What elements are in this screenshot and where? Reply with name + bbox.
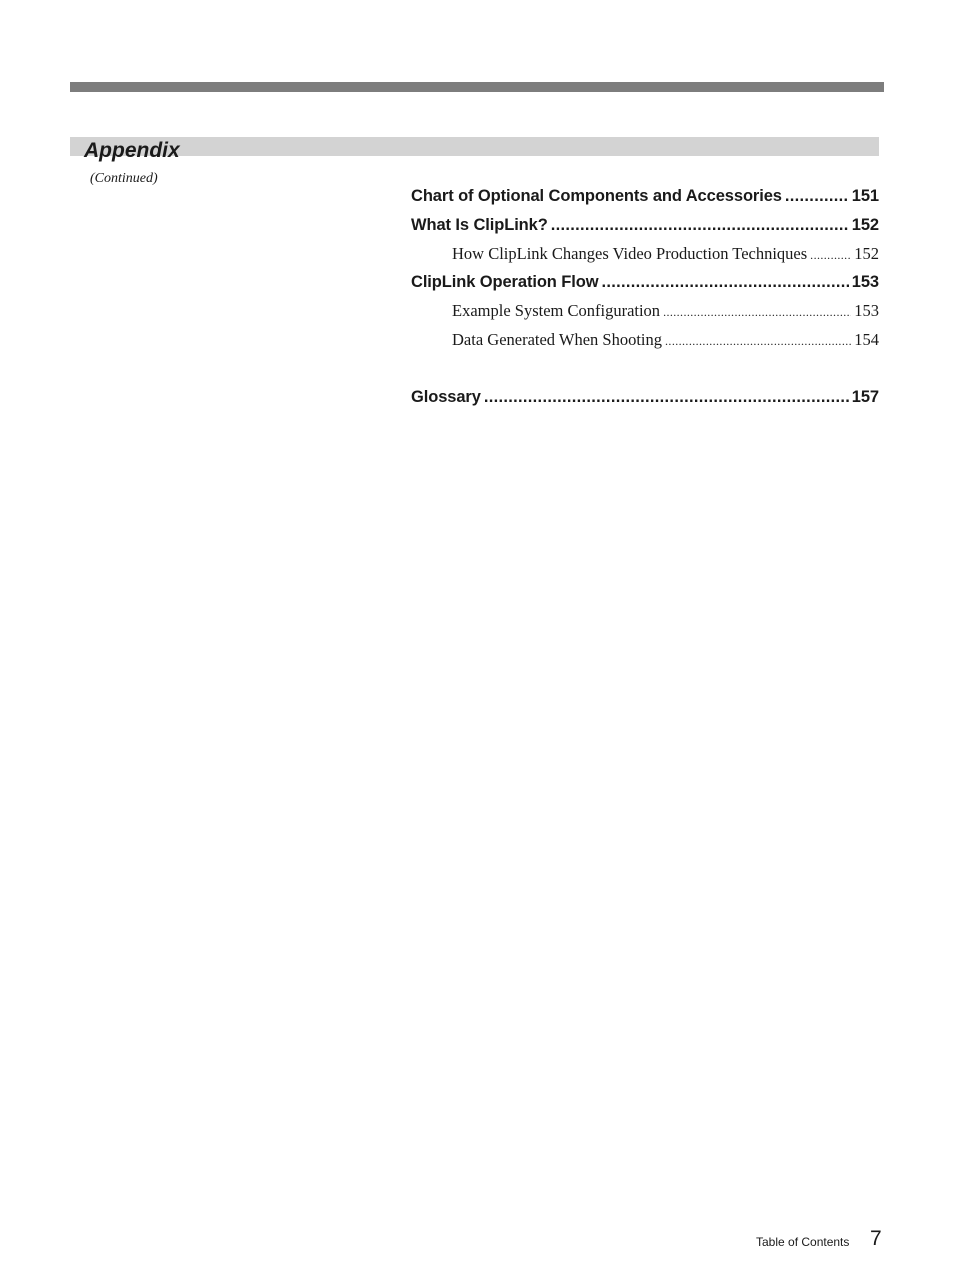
- toc-entry-label: What Is ClipLink?: [411, 216, 548, 234]
- toc-entry-system-configuration[interactable]: [452, 301, 879, 322]
- toc-entry-label: How ClipLink Changes Video Production Techniques: [452, 244, 808, 263]
- toc-entry-page: 154: [854, 330, 879, 349]
- toc-entry-label: Chart of Optional Components and Accessories: [411, 187, 782, 205]
- toc-entry-data-generated[interactable]: [452, 330, 879, 351]
- dot-leader: [665, 331, 851, 351]
- toc-entry-label: Glossary: [411, 388, 481, 406]
- dot-leader: [601, 272, 848, 292]
- toc-entry-operation-flow[interactable]: [411, 272, 879, 292]
- dot-leader: [810, 245, 851, 265]
- section-title: Appendix: [84, 139, 180, 162]
- header-rule: [70, 82, 884, 92]
- continued-note: (Continued): [90, 171, 158, 186]
- toc-entry-page: 153: [851, 273, 879, 291]
- toc-entry-page: 153: [854, 301, 879, 320]
- footer-section-label: Table of Contents: [756, 1235, 850, 1249]
- toc-entry-production-techniques[interactable]: [452, 244, 879, 265]
- toc-entry-label: Example System Configuration: [452, 301, 661, 320]
- toc-entry-page: 152: [854, 244, 879, 263]
- toc-entry-optional-components[interactable]: [411, 186, 879, 206]
- dot-leader: [551, 215, 849, 235]
- toc-entry-what-is-cliplink[interactable]: [411, 215, 879, 235]
- toc-entry-label: ClipLink Operation Flow: [411, 273, 599, 291]
- section-heading-band: [70, 137, 879, 156]
- footer-page-number: 7: [870, 1227, 882, 1250]
- dot-leader: [785, 186, 849, 206]
- dot-leader: [663, 302, 851, 322]
- toc-entry-glossary[interactable]: [411, 387, 879, 407]
- toc-entry-label: Data Generated When Shooting: [452, 330, 663, 349]
- toc-entry-page: 157: [851, 388, 879, 406]
- toc-entry-page: 151: [851, 187, 879, 205]
- toc-entry-page: 152: [851, 216, 879, 234]
- dot-leader: [484, 387, 849, 407]
